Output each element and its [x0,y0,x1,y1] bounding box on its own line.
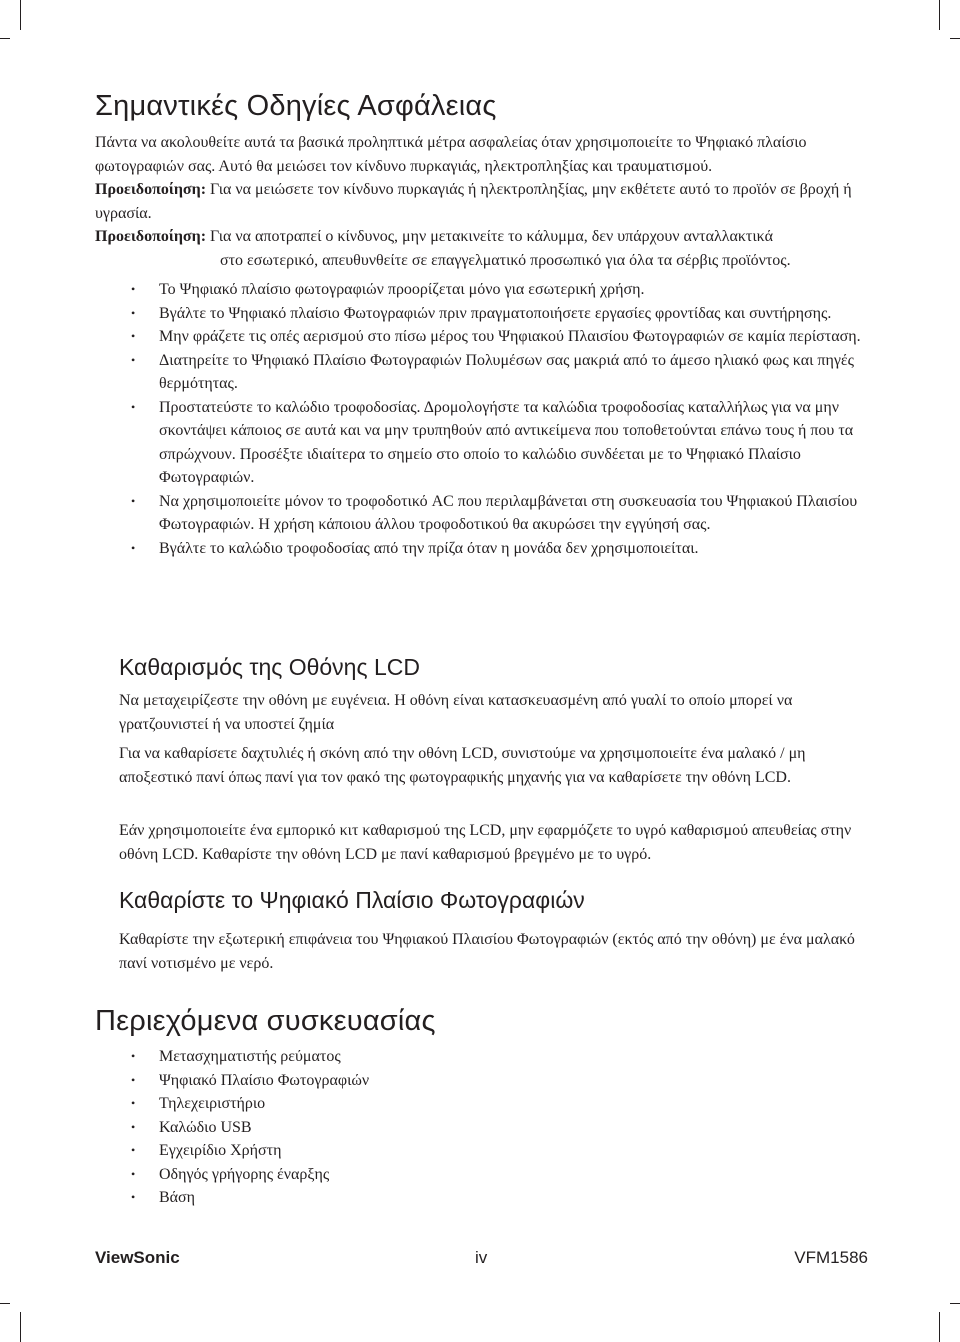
warning-text: Για να αποτραπεί ο κίνδυνος, μην μετακινείτε το κάλυμμα, δεν υπάρχουν ανταλλακτικά [206,228,773,245]
bullet-icon: • [131,540,136,555]
list-item-text: Μετασχηματιστής ρεύματος [159,1048,341,1065]
list-item [131,490,861,537]
list-item-text: Το Ψηφιακό πλαίσιο φωτογραφιών προορίζεται μόνο για εσωτερική χρήση. [159,281,645,298]
bullet-icon: • [131,1049,136,1063]
list-item-text: Μην φράζετε τις οπές αερισμού στο πίσω μέρος του Ψηφιακού Πλαισίου Φωτογραφιών σε καμία περίσταση. [159,328,861,345]
bullet-icon: • [131,1072,136,1087]
bullet-icon: • [131,1190,136,1204]
frame-cleaning-paragraph: Καθαρίστε την εξωτερική επιφάνεια του Ψηφιακού Πλαισίου Φωτογραφιών (εκτός από την οθόνη) με ένα μαλακό πανί νοτισμένο με νερό. [119,931,855,972]
list-item [131,1069,731,1093]
warning-label: Προειδοποίηση: [95,181,207,198]
list-item [131,349,861,396]
bullet-icon: • [131,1096,136,1110]
footer-model: VFM1586 [794,1248,868,1267]
safety-bullet-list [131,278,861,560]
list-item [131,325,861,349]
footer-brand: ViewSonic [95,1248,180,1267]
lcd-paragraph: Να μεταχειρίζεστε την οθόνη με ευγένεια. Η οθόνη είναι κατασκευασμένη από γυαλί το οποίο μπορεί να γρατζουνιστεί ή να υποστεί ζημία [119,692,793,733]
list-item [131,396,861,490]
list-item [131,1116,731,1140]
list-item-text: Να χρησιμοποιείτε μόνον το τροφοδοτικό AC που περιλαμβάνεται στη συσκευασία του Ψηφιακού Πλαισίου Φωτογραφιών. Η χρήση κάποιου άλλου τροφοδοτικού θα ακυρώσει την εγγύησή σας. [159,492,858,533]
list-item [131,1045,731,1069]
bullet-icon: • [131,399,136,414]
bullet-icon: • [131,1119,136,1134]
list-item-text: Εγχειρίδιο Χρήστη [159,1142,282,1159]
list-item-text: Προστατεύστε το καλώδιο τροφοδοσίας. Δρομολογήστε τα καλώδια τροφοδοσίας καταλλήλως για να μην σκοντάψει κάποιος σε αυτά και να μην τρυπηθούν από αντικείμενα που τοποθετούνται επάνω τους ή που τα σπρώχνουν. Προσέξτε ιδιαίτερα το σημείο στο οποίο το καλώδιο συνδέεται με το Ψηφιακό Πλαίσιο Φωτογραφιών. [159,398,854,486]
bullet-icon: • [131,329,136,343]
list-item-text: Βάση [159,1189,196,1206]
bullet-icon: • [131,1166,136,1181]
list-item [131,537,861,561]
list-item [131,1139,731,1163]
list-item-text: Οδηγός γρήγορης έναρξης [159,1165,330,1183]
list-item-text: Τηλεχειριστήριο [159,1095,266,1112]
list-item [131,1186,731,1210]
bullet-icon: • [131,282,136,296]
warning-text: Για να μειώσετε τον κίνδυνο πυρκαγιάς ή ηλεκτροπληξίας, μην εκθέτετε αυτό το προϊόν σε βροχή ή υγρασία. [95,181,852,222]
package-list [131,1045,731,1210]
package-heading: Περιεχόμενα συσκευασίας [95,1005,436,1037]
bullet-icon: • [131,305,136,320]
list-item-text: Διατηρείτε το Ψηφιακό Πλαίσιο Φωτογραφιών Πολυμέσων σας μακριά από το άμεσο ηλιακό φως και πηγές θερμότητας. [159,351,854,392]
warning-text-continued: στο εσωτερικό, απευθυνθείτε σε επαγγελματικό προσωπικό για όλα τα σέρβις προϊόντος. [220,251,791,269]
lcd-paragraph: Για να καθαρίσετε δαχτυλιές ή σκόνη από την οθόνη LCD, συνιστούμε να χρησιμοποιείτε ένα μαλακό / μη αποξεστικό πανί όπως πανί για τον φακό της φωτογραφικής μηχανής για να καθαρίσετε την οθόνη LCD. [119,745,806,786]
list-item [131,278,861,302]
safety-intro [95,131,885,272]
warning-label: Προειδοποίηση: [95,228,207,245]
footer-page-number: iv [475,1248,488,1267]
safety-intro-text: Πάντα να ακολουθείτε αυτά τα βασικά προληπτικά μέτρα ασφαλείας όταν χρησιμοποιείτε το Ψηφιακό πλαίσιο φωτογραφιών σας. Αυτό θα μειώσει τον κίνδυνο πυρκαγιάς, ηλεκτροπληξίας και τραυματισμού. [95,134,807,175]
bullet-icon: • [131,493,136,508]
list-item [131,1163,731,1187]
list-item-text: Καλώδιο USB [159,1118,252,1136]
lcd-paragraph: Εάν χρησιμοποιείτε ένα εμπορικό κιτ καθαρισμού της LCD, μην εφαρμόζετε το υγρό καθαρισμού απευθείας στην οθόνη LCD. Καθαρίστε την οθόνη LCD με πανί καθαρισμού βρεγμένο με το υγρό. [119,822,852,863]
list-item-text: Ψηφιακό Πλαίσιο Φωτογραφιών [159,1071,370,1089]
bullet-icon: • [131,352,136,367]
list-item-text: Βγάλτε το καλώδιο τροφοδοσίας από την πρίζα όταν η μονάδα δεν χρησιμοποιείται. [159,539,699,557]
lcd-heading: Καθαρισμός της Οθόνης LCD [119,654,420,680]
list-item [131,1092,731,1116]
list-item [131,302,861,326]
safety-heading: Σημαντικές Οδηγίες Ασφάλειας [95,90,497,122]
frame-cleaning-heading: Καθαρίστε το Ψηφιακό Πλαίσιο Φωτογραφιών [119,887,585,913]
bullet-icon: • [131,1143,136,1157]
list-item-text: Βγάλτε το Ψηφιακό πλαίσιο Φωτογραφιών πριν πραγματοποιήσετε εργασίες φροντίδας και συντήρησης. [159,304,832,322]
